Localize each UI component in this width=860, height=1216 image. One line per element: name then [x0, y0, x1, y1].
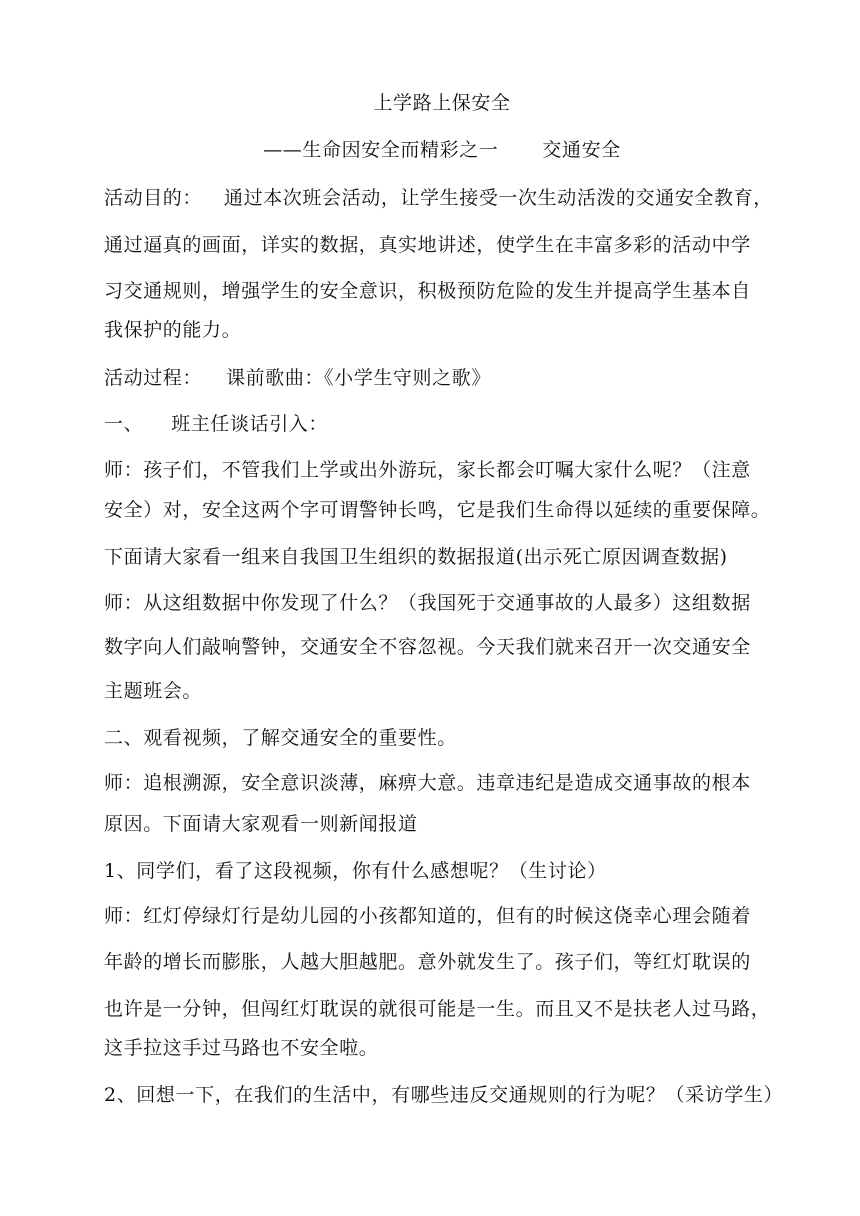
para1-line-1: 师：孩子们，不管我们上学或出外游玩，家长都会叮嘱大家什么呢？（注意 — [104, 459, 751, 481]
process-label: 活动过程： — [104, 367, 203, 389]
title-text: 上学路上保安全 — [373, 92, 511, 114]
section-1-heading — [104, 412, 784, 436]
subtitle-series: ——生命因安全而精彩之一 — [263, 139, 499, 161]
purpose-line-4: 我保护的能力。 — [104, 319, 242, 341]
purpose-line-3: 习交通规则，增强学生的安全意识，积极预防危险的发生并提高学生基本自 — [104, 280, 751, 302]
para1-line-3: 下面请大家看一组来自我国卫生组织的数据报道(出示死亡原因调查数据) — [104, 546, 728, 568]
para3-line-1: 师：追根溯源，安全意识淡薄，麻痹大意。违章违纪是造成交通事故的根本 — [104, 772, 751, 794]
para3-line-2: 原因。下面请大家观看一则新闻报道 — [104, 813, 418, 835]
section-1-number: 一、 — [104, 413, 144, 435]
purpose-label: 活动目的： — [104, 187, 203, 209]
process-line — [104, 366, 784, 390]
question-1: 1、同学们，看了这段视频，你有什么感想呢？（生讨论） — [104, 860, 607, 882]
purpose-line-1 — [104, 186, 784, 210]
document-subtitle — [104, 138, 780, 162]
purpose-line-2: 通过逼真的画面，详实的数据，真实地讲述，使学生在丰富多彩的活动中学 — [104, 234, 751, 256]
para2-line-1: 师：从这组数据中你发现了什么？（我国死于交通事故的人最多）这组数据 — [104, 592, 751, 614]
para2-line-3: 主题班会。 — [104, 680, 203, 702]
process-song: 课前歌曲：《小学生守则之歌》 — [226, 367, 491, 389]
section-1-title: 班主任谈话引入： — [171, 413, 329, 435]
para4-line-4: 这手拉这手过马路也不安全啦。 — [104, 1037, 379, 1059]
purpose-text: 通过本次班会活动，让学生接受一次生动活泼的交通安全教育， — [224, 187, 773, 209]
para2-line-2: 数字向人们敲响警钟，交通安全不容忽视。今天我们就来召开一次交通安全 — [104, 636, 751, 658]
subtitle-topic: 交通安全 — [542, 139, 621, 161]
para4-line-3: 也许是一分钟，但闯红灯耽误的就很可能是一生。而且又不是扶老人过马路， — [104, 998, 771, 1020]
document-title — [104, 91, 780, 115]
para1-line-2: 安全）对，安全这两个字可谓警钟长鸣，它是我们生命得以延续的重要保障。 — [104, 499, 771, 521]
para4-line-1: 师：红灯停绿灯行是幼儿园的小孩都知道的，但有的时候这侥幸心理会随着 — [104, 905, 751, 927]
section-2-heading: 二、观看视频，了解交通安全的重要性。 — [104, 727, 457, 749]
question-2: 2、回想一下，在我们的生活中，有哪些违反交通规则的行为呢？（采访学生） — [104, 1084, 784, 1106]
para4-line-2: 年龄的增长而膨胀，人越大胆越肥。意外就发生了。孩子们，等红灯耽误的 — [104, 951, 751, 973]
